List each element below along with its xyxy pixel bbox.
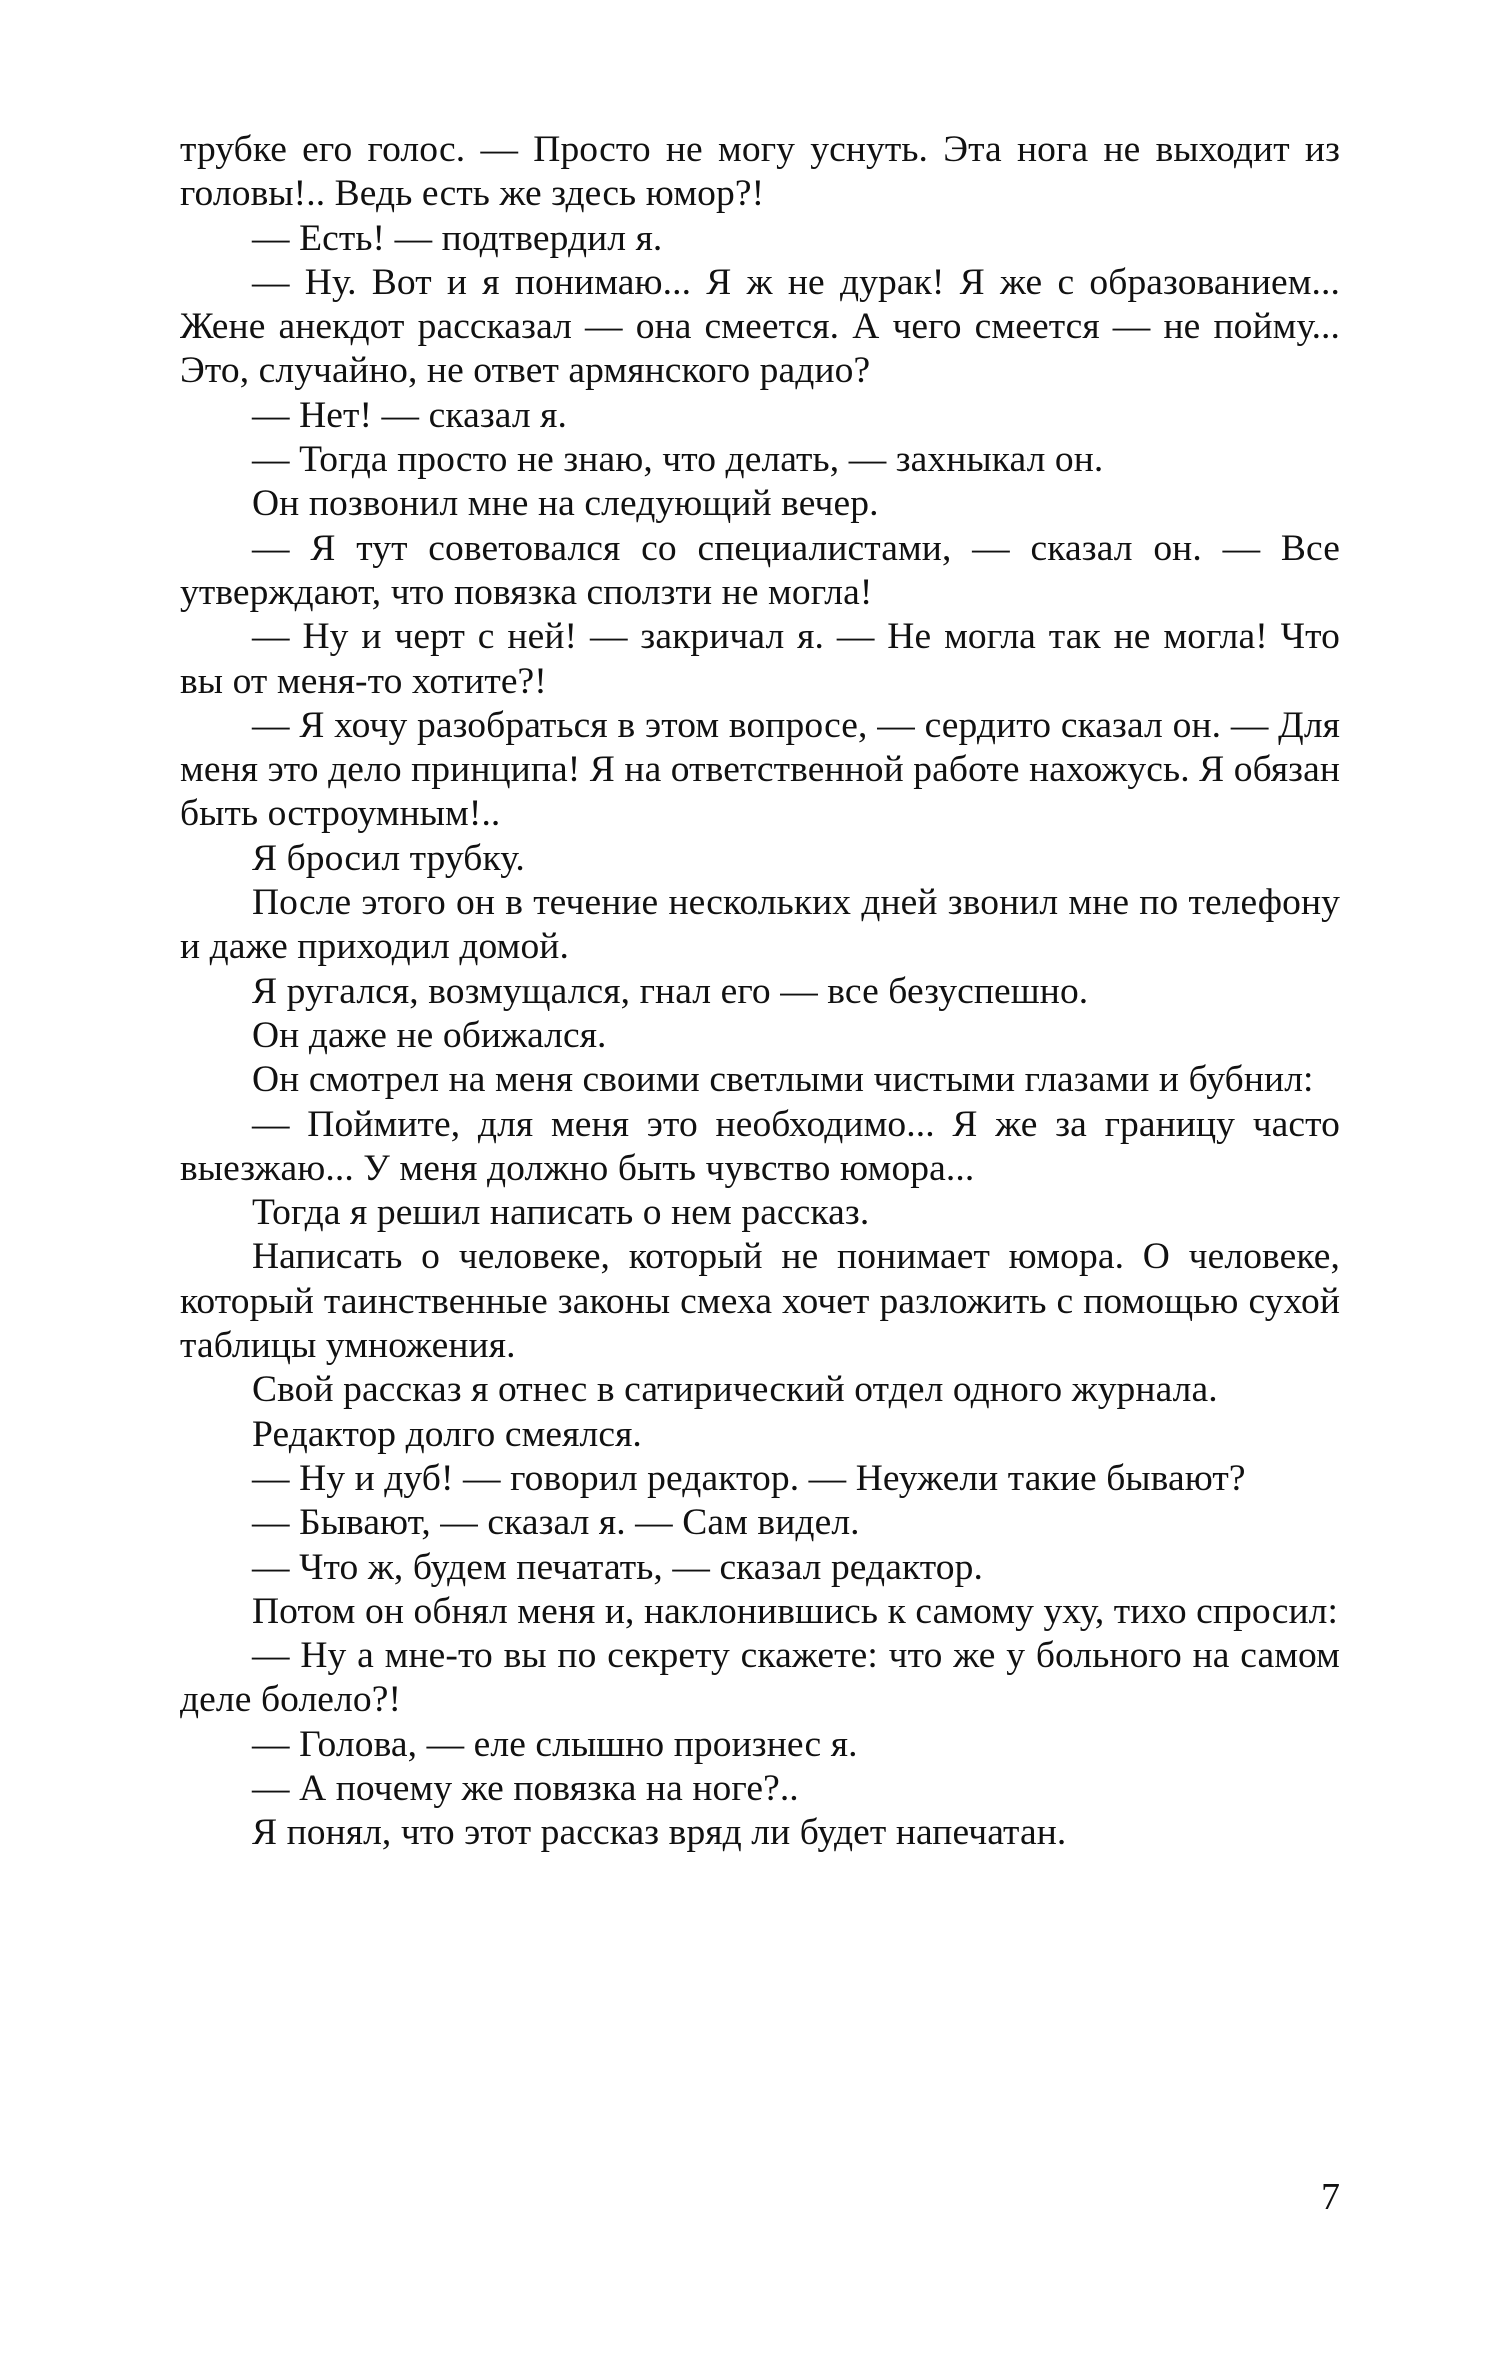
paragraph-15: — Поймите, для меня это необходимо... Я же за границу часто выезжаю... У меня должно быть чувство юмора...: [180, 1103, 1340, 1189]
book-page-text: [180, 128, 1340, 1856]
paragraph-5: — Тогда просто не знаю, что делать, — захныкал он.: [252, 439, 1104, 481]
paragraph-23: Потом он обнял меня и, наклонившись к самому уху, тихо спросил:: [252, 1590, 1338, 1632]
paragraph-4: — Нет! — сказал я.: [252, 394, 567, 436]
paragraph-17: Написать о человеке, который не понимает юмора. О человеке, который таинственные законы смеха хочет разложить с помощью сухой таблицы умножения.: [180, 1236, 1340, 1367]
paragraph-26: — А почему же повязка на ноге?..: [252, 1767, 799, 1809]
paragraph-14: Он смотрел на меня своими светлыми чистыми глазами и бубнил:: [252, 1059, 1314, 1101]
paragraph-24: — Ну а мне-то вы по секрету скажете: что же у больного на самом деле болело?!: [180, 1635, 1340, 1721]
paragraph-19: Редактор долго смеялся.: [252, 1413, 642, 1455]
page-number: 7: [1321, 2176, 1340, 2218]
paragraph-9: — Я хочу разобраться в этом вопросе, — сердито сказал он. — Для меня это дело принципа! Я на ответственной работе нахожусь. Я обязан быть остроумным!..: [180, 704, 1340, 835]
paragraph-3: — Ну. Вот и я понимаю... Я ж не дурак! Я же с образованием... Жене анекдот рассказал — она смеется. А чего смеется — не пойму... Это, случайно, не ответ армянского радио?: [180, 261, 1340, 392]
paragraph-13: Он даже не обижался.: [252, 1014, 607, 1056]
paragraph-7: — Я тут советовался со специалистами, — сказал он. — Все утверждают, что повязка сползти не могла!: [180, 527, 1340, 613]
paragraph-2: — Есть! — подтвердил я.: [252, 217, 663, 259]
paragraph-20: — Ну и дуб! — говорил редактор. — Неужели такие бывают?: [252, 1457, 1246, 1499]
paragraph-8: — Ну и черт с ней! — закричал я. — Не могла так не могла! Что вы от меня-то хотите?!: [180, 616, 1340, 702]
paragraph-16: Тогда я решил написать о нем рассказ.: [252, 1192, 870, 1234]
paragraph-1: трубке его голос. — Просто не могу уснуть. Эта нога не выходит из головы!.. Ведь есть же здесь юмор?!: [180, 129, 1340, 215]
paragraph-21: — Бывают, — сказал я. — Сам видел.: [252, 1502, 860, 1544]
paragraph-10: Я бросил трубку.: [252, 837, 525, 879]
paragraph-11: После этого он в течение нескольких дней звонил мне по телефону и даже приходил домой.: [180, 882, 1340, 968]
paragraph-18: Свой рассказ я отнес в сатирический отдел одного журнала.: [252, 1369, 1218, 1411]
paragraph-22: — Что ж, будем печатать, — сказал редактор.: [252, 1546, 983, 1588]
paragraph-27: Я понял, что этот рассказ вряд ли будет напечатан.: [252, 1812, 1067, 1854]
paragraph-25: — Голова, — еле слышно произнес я.: [252, 1723, 858, 1765]
paragraph-12: Я ругался, возмущался, гнал его — все безуспешно.: [252, 970, 1089, 1012]
paragraph-6: Он позвонил мне на следующий вечер.: [252, 483, 879, 525]
